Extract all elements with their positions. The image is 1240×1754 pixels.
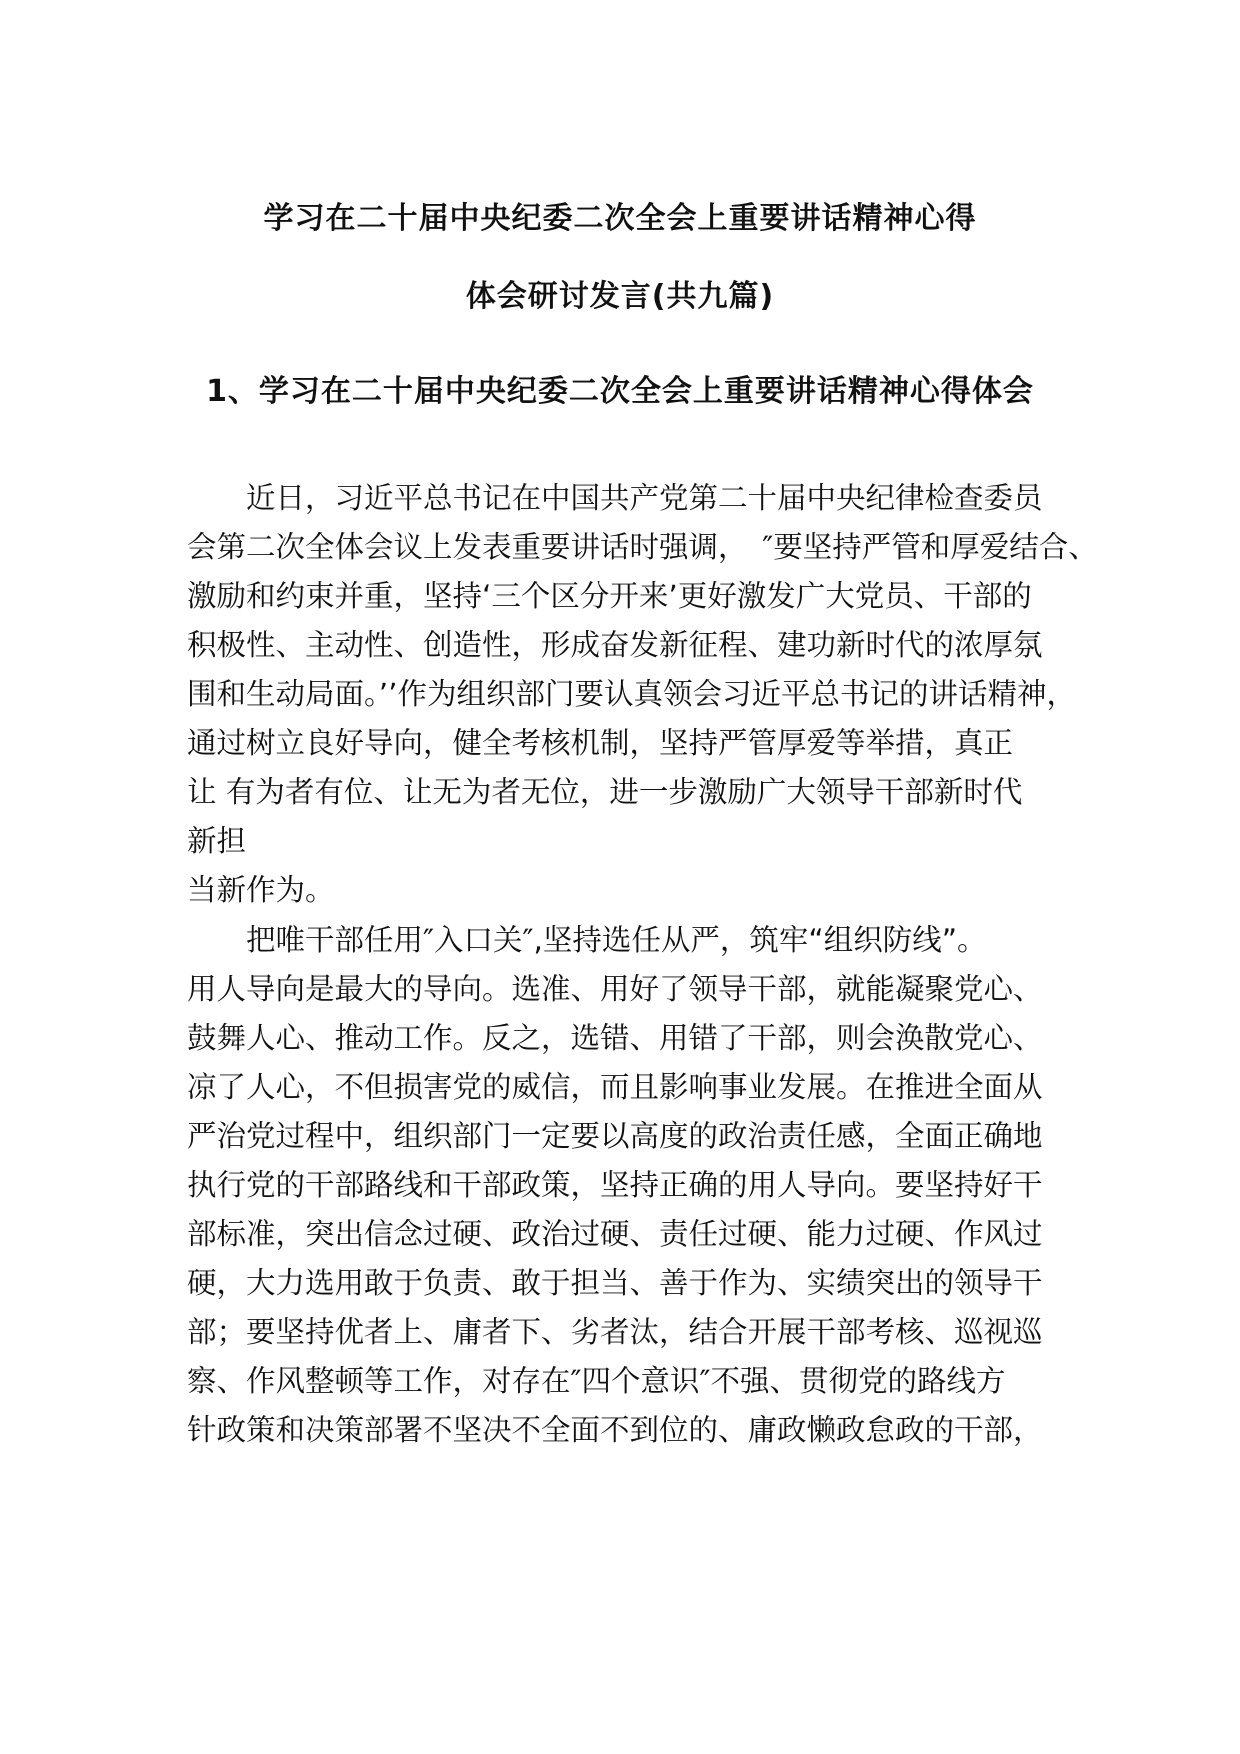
document-title-line-2: 体会研讨发言(共九篇): [465, 279, 775, 314]
paragraph-line: 积极性、主动性、创造性，形成奋发新征程、建功新时代的浓厚氛: [187, 628, 1043, 662]
paragraph-line: 当新作为。: [187, 873, 335, 907]
paragraph-line: 针政策和决策部署不坚决不全面不到位的、庸政懒政怠政的干部，: [187, 1413, 1043, 1447]
paragraph-line: 部标准，突出信念过硬、政治过硬、责任过硬、能力过硬、作风过: [187, 1217, 1043, 1251]
paragraph-line: 激励和约束并重，坚持‘三个区分开来’更好激发广大党员、干部的: [187, 579, 1032, 613]
section-heading: 1、学习在二十届中央纪委二次全会上重要讲话精神心得体会: [206, 374, 1034, 409]
paragraph-line: 让 有为者有位、让无为者无位，进一步激励广大领导干部新时代: [187, 775, 1023, 809]
document-title-line-1: 学习在二十届中央纪委二次全会上重要讲话精神心得: [263, 201, 977, 236]
paragraph-line: 围和生动局面。’’作为组织部门要认真领会习近平总书记的讲话精神，: [187, 677, 1077, 711]
paragraph-line: 近日，习近平总书记在中国共产党第二十届中央纪律检查委员: [187, 481, 1043, 515]
paragraph-line: 新担: [187, 824, 247, 858]
paragraph-line: 严治党过程中，组织部门一定要以高度的政治责任感，全面正确地: [187, 1119, 1043, 1153]
paragraph-line: 用人导向是最大的导向。选准、用好了领导干部，就能凝聚党心、: [187, 972, 1043, 1006]
paragraph-line: 察、作风整顿等工作，对存在″四个意识″不强、贯彻党的路线方: [187, 1364, 1006, 1398]
paragraph-line: 执行党的干部路线和干部政策，坚持正确的用人导向。要坚持好干: [187, 1168, 1043, 1202]
paragraph-line: 部；要坚持优者上、庸者下、劣者汰，结合开展干部考核、巡视巡: [187, 1315, 1043, 1349]
paragraph-line: 鼓舞人心、推动工作。反之，选错、用错了干部，则会涣散党心、: [187, 1021, 1043, 1055]
paragraph-line: 会第二次全体会议上发表重要讲话时强调， ″要坚持严管和厚爱结合、: [187, 530, 1098, 564]
paragraph-line: 凉了人心，不但损害党的威信，而且影响事业发展。在推进全面从: [187, 1070, 1043, 1104]
paragraph-line: 把唯干部任用″入口关″,坚持选任从严，筑牢“组织防线”。: [187, 923, 987, 957]
paragraph-line: 硬，大力选用敢于负责、敢于担当、善于作为、实绩突出的领导干: [187, 1266, 1043, 1300]
paragraph-line: 通过树立良好导向，健全考核机制，坚持严管厚爱等举措，真正: [187, 726, 1014, 760]
